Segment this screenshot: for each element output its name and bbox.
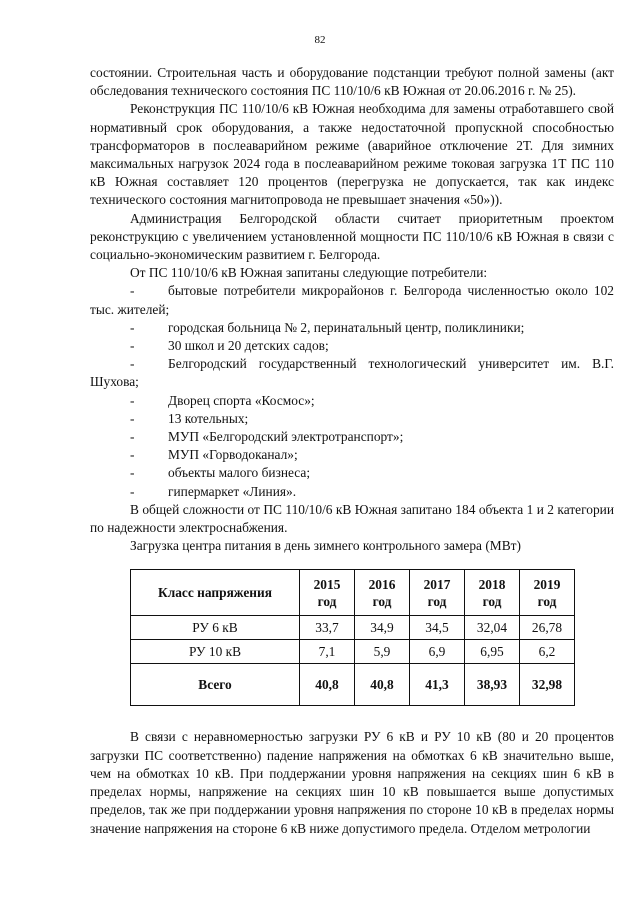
table-cell: 34,5 (410, 616, 465, 640)
table-header-cell: 2019 год (520, 570, 575, 616)
list-item (90, 337, 614, 355)
table-row (131, 640, 575, 664)
bullet: - (130, 410, 135, 426)
list-item (90, 483, 614, 501)
bullet: - (130, 356, 135, 372)
list-item-text: Белгородский государственный технологический университет им. В.Г. Шухова; (90, 356, 614, 390)
table-header-cell: 2018 год (465, 570, 520, 616)
table-cell: РУ 6 кВ (131, 616, 300, 640)
table-caption: Загрузка центра питания в день зимнего контрольного замера (МВт) (130, 538, 521, 554)
bullet: - (130, 465, 135, 481)
table-cell: 32,98 (520, 664, 575, 706)
table-cell: 34,9 (355, 616, 410, 640)
table-cell: 26,78 (520, 616, 575, 640)
table-cell: 7,1 (300, 640, 355, 664)
table-cell: 6,2 (520, 640, 575, 664)
table-cell: 6,95 (465, 640, 520, 664)
table-cell: 6,9 (410, 640, 465, 664)
list-item-text: Дворец спорта «Космос»; (168, 392, 315, 408)
list-item (90, 446, 614, 464)
table-cell: 5,9 (355, 640, 410, 664)
table-row (131, 616, 575, 640)
table-header-cell: 2015 год (300, 570, 355, 616)
list-item (90, 319, 614, 337)
table-cell: РУ 10 кВ (131, 640, 300, 664)
bullet: - (130, 447, 135, 463)
document-body (90, 64, 614, 838)
load-table (130, 569, 575, 706)
bullet: - (130, 429, 135, 445)
bullet: - (130, 483, 135, 499)
paragraph: Реконструкция ПС 110/10/6 кВ Южная необходима для замены отработавшего свой нормативный срок оборудования, а также недостаточной пропускной способностью трансформаторов в послеаварийном режиме (аварийное отключение 2Т. Для зимних максимальных нагрузок 2024 года в послеаварийном режиме токовая загрузка 1Т ПС 110 кВ Южная составляет 120 процентов (перегрузка не допускается, так как индекс технического состояния магнитопровода не превышает значения «50»)). (90, 101, 614, 208)
table-cell: Всего (131, 664, 300, 706)
bullet: - (130, 319, 135, 335)
table-total-row (131, 664, 575, 706)
list-item (90, 355, 614, 391)
list-item (90, 282, 614, 318)
bullet: - (130, 338, 135, 354)
list-item (90, 464, 614, 482)
table-header-row (131, 570, 575, 616)
list-item-text: городская больница № 2, перинатальный центр, поликлиники; (168, 319, 525, 335)
table-cell: 40,8 (300, 664, 355, 706)
list-item-text: бытовые потребители микрорайонов г. Белгорода численностью около 102 тыс. жителей; (90, 283, 614, 317)
table-cell: 33,7 (300, 616, 355, 640)
consumer-list (90, 282, 614, 500)
table-cell: 38,93 (465, 664, 520, 706)
list-item (90, 428, 614, 446)
list-item-text: гипермаркет «Линия». (168, 483, 297, 499)
table-cell: 41,3 (410, 664, 465, 706)
bullet: - (130, 283, 135, 299)
paragraph: состоянии. Строительная часть и оборудование подстанции требуют полной замены (акт обследования технического состояния ПС 110/10/6 кВ Южная от 20.06.2016 г. № 25). (90, 65, 614, 99)
table-cell: 40,8 (355, 664, 410, 706)
list-item (90, 410, 614, 428)
table-header-cell: 2017 год (410, 570, 465, 616)
list-item (90, 392, 614, 410)
list-item-text: МУП «Горводоканал»; (168, 447, 298, 463)
table-header-cell: Класс напряжения (131, 570, 300, 616)
list-item-text: МУП «Белгородский электротранспорт»; (168, 429, 404, 445)
paragraph: От ПС 110/10/6 кВ Южная запитаны следующие потребители: (130, 265, 488, 281)
list-item-text: 13 котельных; (168, 410, 249, 426)
list-item-text: объекты малого бизнеса; (168, 465, 311, 481)
page-number: 82 (314, 34, 326, 46)
table-header-cell: 2016 год (355, 570, 410, 616)
table-cell: 32,04 (465, 616, 520, 640)
summary-paragraph: В общей сложности от ПС 110/10/6 кВ Южная запитано 184 объекта 1 и 2 категории по надежности электроснабжения. (90, 501, 614, 536)
paragraph: Администрация Белгородской области считает приоритетным проектом реконструкцию с увеличением установленной мощности ПС 110/10/6 кВ Южная в связи с социально-экономическим развитием г. Белгорода. (90, 210, 614, 263)
bullet: - (130, 392, 135, 408)
closing-paragraph: В связи с неравномерностью загрузки РУ 6 кВ и РУ 10 кВ (80 и 20 процентов загрузки ПС соответственно) падение напряжения на обмотках 6 кВ значительно выше, чем на обмотках 10 кВ. При поддержании уровня напряжения на секциях шин 6 кВ в пределах нормы, напряжение на секциях шин 10 кВ повышается выше допустимых пределов, так же при поддержании уровня напряжения по стороне 10 кВ в пределах нормы значение напряжения на стороне 6 кВ ниже допустимого предела. Отделом метрологии (90, 729, 614, 836)
list-item-text: 30 школ и 20 детских садов; (168, 338, 329, 354)
